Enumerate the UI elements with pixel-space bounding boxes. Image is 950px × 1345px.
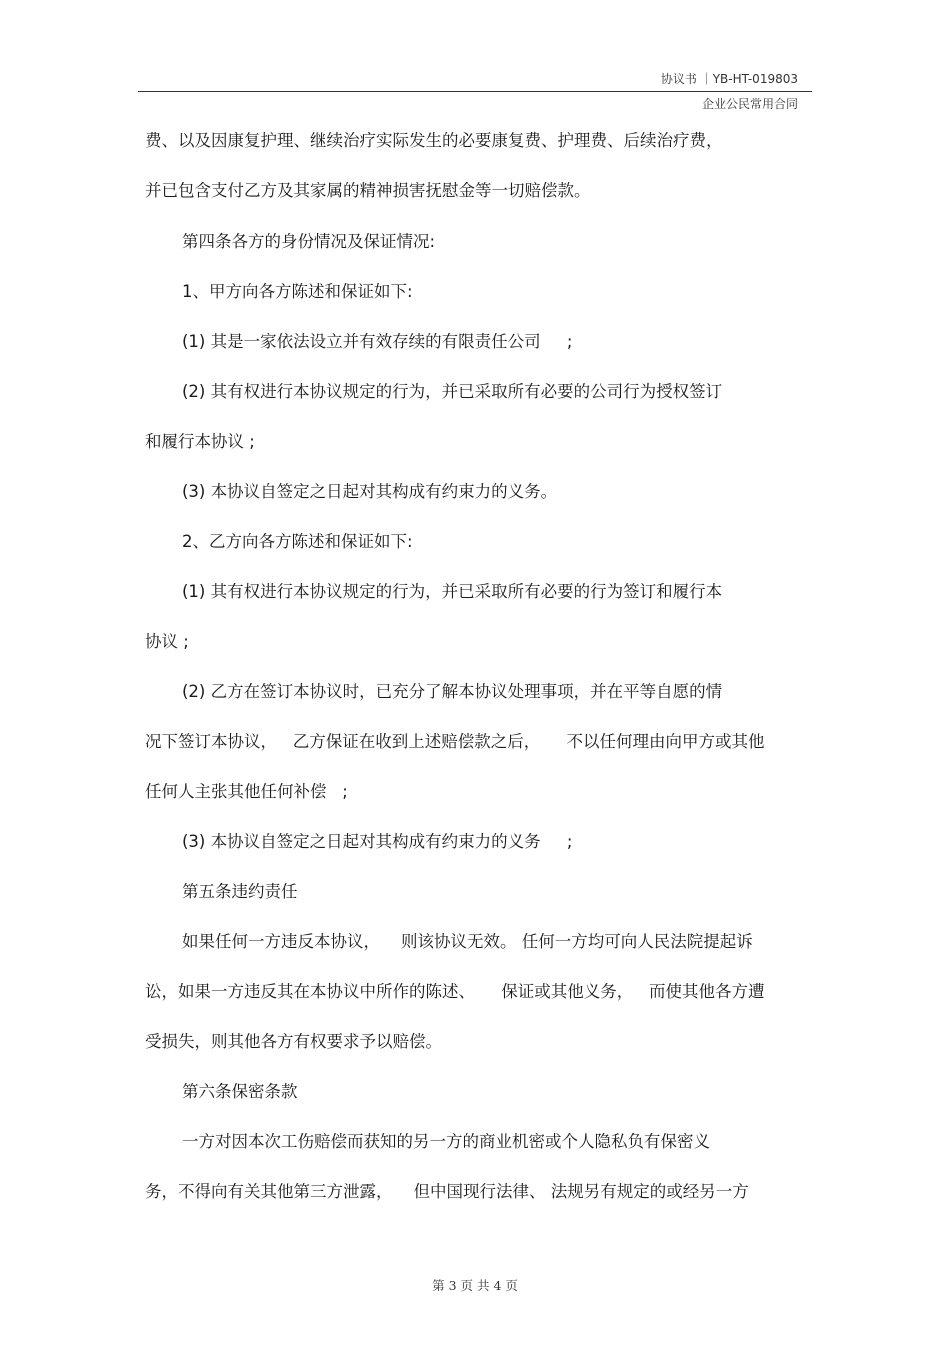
section-heading: 第六条保密条款 xyxy=(182,1082,298,1101)
body-line: 费、以及因康复护理、继续治疗实际发生的必要康复费、护理费、后续治疗费， xyxy=(145,131,723,150)
body-line: 况下签订本协议， 乙方保证在收到上述赔偿款之后， 不以任何理由向甲方或其他 xyxy=(145,732,765,751)
body-line: (1) 其是一家依法设立并有效存续的有限责任公司 ; xyxy=(182,332,573,351)
body-line: (2) 其有权进行本协议规定的行为，并已采取所有必要的公司行为授权签订 xyxy=(182,382,723,401)
body-line: 务，不得向有关其他第三方泄露， 但中国现行法律、 法规另有规定的或经另一方 xyxy=(145,1182,749,1201)
section-heading: 第四条各方的身份情况及保证情况: xyxy=(182,232,436,251)
body-line: (1) 其有权进行本协议规定的行为，并已采取所有必要的行为签订和履行本 xyxy=(182,582,723,601)
body-line: 如果任何一方违反本协议， 则该协议无效。 任何一方均可向人民法院提起诉 xyxy=(182,932,753,951)
body-line: (3) 本协议自签定之日起对其构成有约束力的义务 ; xyxy=(182,832,573,851)
body-line: (2) 乙方在签订本协议时，已充分了解本协议处理事项，并在平等自愿的情 xyxy=(182,682,723,701)
document-category: 企业公民常用合同 xyxy=(701,97,798,111)
header-divider xyxy=(138,91,812,92)
page-number: 第 3 页 共 4 页 xyxy=(432,1278,518,1293)
body-line: 和履行本协议 ; xyxy=(145,432,255,451)
section-heading: 第五条违约责任 xyxy=(182,882,298,901)
document-code: 协议书 ｜YB-HT-019803 xyxy=(660,72,798,86)
body-line: 2、乙方向各方陈述和保证如下: xyxy=(182,532,413,551)
body-line: 任何人主张其他任何补偿 ; xyxy=(145,782,348,801)
body-line: 受损失，则其他各方有权要求予以赔偿。 xyxy=(145,1032,442,1051)
body-line: 协议 ; xyxy=(145,632,189,651)
body-line: (3) 本协议自签定之日起对其构成有约束力的义务。 xyxy=(182,482,558,501)
body-line: 一方对因本次工伤赔偿而获知的另一方的商业机密或个人隐私负有保密义 xyxy=(182,1132,710,1151)
body-line: 并已包含支付乙方及其家属的精神损害抚慰金等一切赔偿款。 xyxy=(145,181,591,200)
body-line: 讼，如果一方违反其在本协议中所作的陈述、 保证或其他义务， 而使其他各方遭 xyxy=(145,982,765,1001)
body-line: 1、甲方向各方陈述和保证如下: xyxy=(182,282,413,301)
